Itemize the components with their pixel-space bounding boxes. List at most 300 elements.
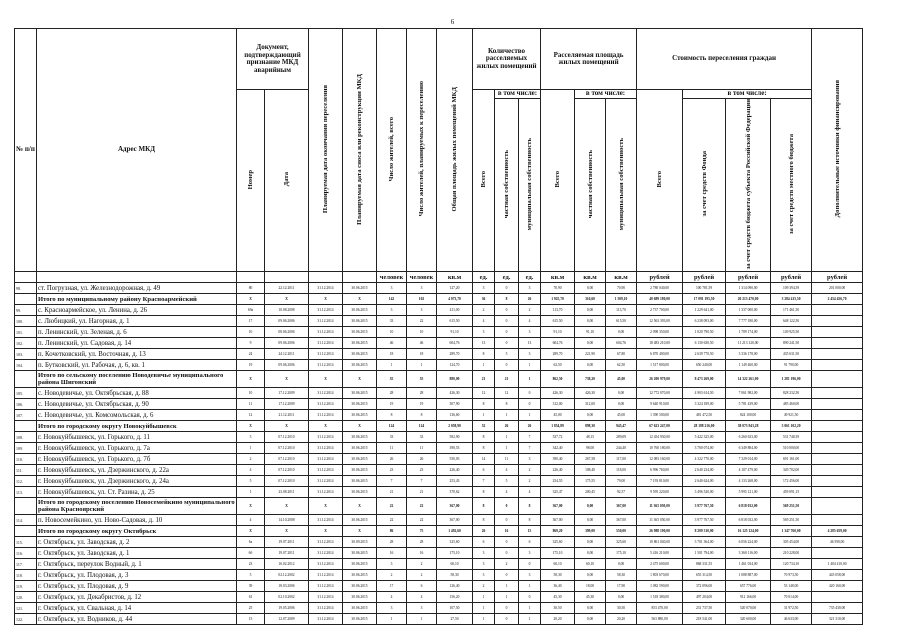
- value-cell: 3 977 767,50: [683, 498, 726, 515]
- header-area-incl: в том числе:: [575, 90, 637, 99]
- value-cell: 8: [473, 515, 495, 526]
- value-cell: 2 780 040,00: [637, 283, 683, 294]
- value-cell: 107,50: [437, 603, 473, 614]
- address-cell: г. Октябрьск, ул. Декабристов, д. 12: [37, 592, 237, 603]
- table-row: [15, 581, 863, 592]
- value-cell: 253,43: [437, 476, 473, 487]
- unit-cell: человек: [407, 272, 437, 283]
- value-cell: 3 977 767,50: [683, 515, 726, 526]
- address-cell: г. Новокуйбышевск, ул. Дзержинского, д. 24а: [37, 476, 237, 487]
- row-number: 101.: [15, 327, 37, 338]
- value-cell: 31.12.2014: [309, 360, 343, 371]
- value-cell: [812, 327, 863, 338]
- value-cell: 16: [407, 548, 437, 559]
- address-cell: г. Октябрьск, ул. Плодовая, д. 9: [37, 581, 237, 592]
- value-cell: 0: [495, 338, 519, 349]
- value-cell: 1 390 500,00: [637, 410, 683, 421]
- value-cell: 15: [519, 526, 541, 537]
- value-cell: 0: [495, 327, 519, 338]
- value-cell: 3 360 116,00: [726, 548, 771, 559]
- value-cell: 10 760 180,00: [637, 443, 683, 454]
- value-cell: 25: [237, 603, 265, 614]
- value-cell: 1 517 800,00: [637, 360, 683, 371]
- value-cell: 4: [237, 515, 265, 526]
- value-cell: 2 737 700,00: [637, 305, 683, 316]
- value-cell: 569 251,50: [771, 498, 812, 515]
- value-cell: 8 209 310,00: [683, 526, 726, 537]
- value-cell: 10: [237, 388, 265, 399]
- value-cell: 23: [237, 559, 265, 570]
- value-cell: X: [265, 498, 309, 515]
- value-cell: 4 322 770,00: [683, 454, 726, 465]
- value-cell: 3: [519, 454, 541, 465]
- value-cell: 390,40: [541, 454, 575, 465]
- value-cell: 1: [407, 614, 437, 625]
- value-cell: 735 430,00: [812, 603, 863, 614]
- value-cell: 45,30: [575, 592, 606, 603]
- value-cell: X: [237, 371, 265, 388]
- value-cell: 520 070,00: [726, 603, 771, 614]
- value-cell: 14.10.2008: [265, 515, 309, 526]
- table-row: [15, 349, 863, 360]
- value-cell: 5: [495, 476, 519, 487]
- value-cell: 31.12.2014: [309, 316, 343, 327]
- value-cell: 0,00: [575, 283, 606, 294]
- header-total-area: Общая площадь жилых помещений МКД: [437, 29, 473, 272]
- header-planned-demolish: Планируемая дата сноса или реконструкции МКД: [343, 29, 377, 272]
- value-cell: 30.06.2015: [343, 487, 377, 498]
- value-cell: 31.12.2014: [309, 487, 343, 498]
- value-cell: 1: [519, 371, 541, 388]
- value-cell: 52: [473, 421, 495, 432]
- table-row: [15, 283, 863, 294]
- value-cell: 55: [377, 371, 407, 388]
- row-number: 103.: [15, 349, 37, 360]
- value-cell: 67 623 247,00: [637, 421, 683, 432]
- value-cell: [812, 371, 863, 388]
- address-cell: г. Октябрьск, переулок Водный, д. 1: [37, 559, 237, 570]
- value-cell: 550,00: [606, 526, 637, 537]
- units-row: [15, 272, 863, 283]
- value-cell: 30.06.2015: [343, 388, 377, 399]
- value-cell: 655 314,50: [683, 570, 726, 581]
- value-cell: 30.06.2015: [343, 410, 377, 421]
- address-cell: п. Бутковский, ул. Рабочая, д. 6, кв. 1: [37, 360, 237, 371]
- address-cell: п. Ленинский, ул. Зеленая, д. 6: [37, 327, 237, 338]
- table-row: [15, 327, 863, 338]
- value-cell: 8: [473, 443, 495, 454]
- value-cell: 30.06.2015: [343, 399, 377, 410]
- value-cell: 0,00: [606, 559, 637, 570]
- value-cell: 3: [473, 570, 495, 581]
- value-cell: 550,03: [437, 454, 473, 465]
- value-cell: 33: [407, 432, 437, 443]
- value-cell: 3: [519, 548, 541, 559]
- value-cell: 22.12.2011: [265, 283, 309, 294]
- value-cell: 312,00: [541, 399, 575, 410]
- value-cell: 1: [237, 487, 265, 498]
- value-cell: 28: [407, 537, 437, 548]
- value-cell: 10: [407, 327, 437, 338]
- header-qty-incl: в том числе:: [495, 90, 541, 99]
- value-cell: 531 748,39: [771, 432, 812, 443]
- value-cell: 537,72: [541, 432, 575, 443]
- value-cell: 307,90: [437, 399, 473, 410]
- value-cell: 738,20: [575, 371, 606, 388]
- value-cell: 3 336 178,00: [726, 349, 771, 360]
- address-cell: г. Октябрьск, ул. Заводская, д. 2: [37, 537, 237, 548]
- value-cell: 62,50: [606, 360, 637, 371]
- value-cell: 5 422 325,00: [683, 432, 726, 443]
- table-row: [15, 305, 863, 316]
- unit-cell: рублей: [637, 272, 683, 283]
- row-number: 105.: [15, 388, 37, 399]
- value-cell: 426,30: [575, 388, 606, 399]
- header-qty-total: Всего: [473, 90, 495, 272]
- value-cell: 3 284 415,50: [771, 294, 812, 305]
- row-number: 102.: [15, 338, 37, 349]
- value-cell: 221,90: [575, 349, 606, 360]
- value-cell: 45,00: [541, 410, 575, 421]
- value-cell: 6: [407, 581, 437, 592]
- address-cell: с. Новодевичье, ул. Октябрьская, д. 88: [37, 388, 237, 399]
- value-cell: 2: [519, 465, 541, 476]
- value-cell: 390,53: [437, 443, 473, 454]
- value-cell: 80: [237, 283, 265, 294]
- address-cell: г. Октябрьск, ул. Свальная, д. 14: [37, 603, 237, 614]
- value-cell: 6: [519, 537, 541, 548]
- value-cell: 31.12.2014: [309, 581, 343, 592]
- value-cell: 70 973,50: [771, 570, 812, 581]
- value-cell: 0,00: [575, 338, 606, 349]
- unit-cell: человек: [377, 272, 407, 283]
- address-cell: г. Новокуйбышевск, ул. Горького, д. 11: [37, 432, 237, 443]
- value-cell: 218 541,00: [683, 614, 726, 625]
- value-cell: 6: [473, 537, 495, 548]
- address-cell: г. Новокуйбышевск, ул. Горького, д. 7б: [37, 454, 237, 465]
- value-cell: [812, 388, 863, 399]
- table-row: [15, 338, 863, 349]
- table-row: [15, 487, 863, 498]
- value-cell: 12 083 160,00: [637, 454, 683, 465]
- header-planned-end: Планируемая дата окончания переселения: [309, 29, 343, 272]
- table-row: [15, 432, 863, 443]
- value-cell: 0: [519, 559, 541, 570]
- value-cell: 24: [237, 349, 265, 360]
- value-cell: 1 347 760,00: [771, 526, 812, 537]
- value-cell: 1: [377, 360, 407, 371]
- value-cell: 02.10.2002: [265, 592, 309, 603]
- value-cell: 3: [407, 283, 437, 294]
- value-cell: 124: [377, 421, 407, 432]
- value-cell: 4: [237, 465, 265, 476]
- value-cell: 58,30: [437, 570, 473, 581]
- value-cell: 24.12.2011: [265, 349, 309, 360]
- value-cell: 62,50: [541, 360, 575, 371]
- value-cell: X: [265, 421, 309, 432]
- value-cell: 38 073 943,28: [726, 421, 771, 432]
- value-cell: 862,50: [541, 371, 575, 388]
- header-extra-sources: Дополнительные источники финансирования: [812, 29, 863, 272]
- value-cell: 1: [519, 603, 541, 614]
- value-cell: 3 061 102,20: [771, 421, 812, 432]
- value-cell: 1: [473, 603, 495, 614]
- row-number: 109.: [15, 443, 37, 454]
- value-cell: 12 772 070,00: [637, 388, 683, 399]
- address-cell: с. Новодевичье, ул. Октябрьская, д. 90: [37, 399, 237, 410]
- value-cell: 2 640 234,00: [683, 465, 726, 476]
- value-cell: 0,00: [606, 388, 637, 399]
- value-cell: 4: [519, 316, 541, 327]
- table-row: [15, 592, 863, 603]
- value-cell: 40 689 180,00: [637, 294, 683, 305]
- value-cell: 100 781,59: [683, 283, 726, 294]
- value-cell: 320 600,00: [726, 614, 771, 625]
- value-cell: 420 160,00: [812, 581, 863, 592]
- value-cell: 1: [519, 360, 541, 371]
- value-cell: 691 161,00: [771, 454, 812, 465]
- value-cell: 102: [407, 294, 437, 305]
- value-cell: X: [237, 498, 265, 515]
- value-cell: 11 213 120,00: [726, 338, 771, 349]
- value-cell: 3 324 189,00: [683, 399, 726, 410]
- value-cell: 31.12.2014: [309, 410, 343, 421]
- address-cell: ст. Погрузная, ул. Железнодорожная, д. 49: [37, 283, 237, 294]
- value-cell: 2: [473, 305, 495, 316]
- value-cell: 8: [519, 515, 541, 526]
- resettlement-table: [14, 28, 863, 625]
- table-row: [15, 360, 863, 371]
- value-cell: 49 921,50: [771, 410, 812, 421]
- value-cell: 1: [237, 443, 265, 454]
- value-cell: 0: [495, 283, 519, 294]
- value-cell: 0: [495, 360, 519, 371]
- value-cell: 31.12.2014: [309, 614, 343, 625]
- table-row-total: [15, 526, 863, 537]
- value-cell: 3: [519, 283, 541, 294]
- row-number: 116.: [15, 548, 37, 559]
- value-cell: X: [309, 498, 343, 515]
- value-cell: 325,60: [437, 537, 473, 548]
- value-cell: 55: [407, 371, 437, 388]
- header-area-total: Всего: [541, 90, 575, 272]
- value-cell: 0: [495, 537, 519, 548]
- value-cell: 91,10: [437, 327, 473, 338]
- value-cell: 30.06.2015: [343, 360, 377, 371]
- header-doc-date: Дата: [265, 90, 309, 272]
- value-cell: 11: [495, 454, 519, 465]
- value-cell: 18,00: [575, 581, 606, 592]
- value-cell: 8: [473, 498, 495, 515]
- value-cell: 175,55: [575, 476, 606, 487]
- value-cell: 1 518 380,00: [637, 592, 683, 603]
- value-cell: 20,20: [606, 614, 637, 625]
- value-cell: 824 100,00: [726, 410, 771, 421]
- row-number: 121.: [15, 603, 37, 614]
- table-row-total: [15, 421, 863, 432]
- value-cell: 5 781 439,00: [726, 399, 771, 410]
- value-cell: 2 454 456,70: [812, 294, 863, 305]
- value-cell: 569 251,50: [771, 515, 812, 526]
- value-cell: 8: [495, 294, 519, 305]
- value-cell: 18.03.2006: [265, 581, 309, 592]
- value-cell: 3 701 364,00: [683, 537, 726, 548]
- value-cell: 22: [407, 498, 437, 515]
- header-doc-number: Номер: [237, 90, 265, 272]
- value-cell: 17,90: [606, 581, 637, 592]
- header-residents-total: Число жителей, всего: [377, 29, 407, 272]
- value-cell: 26: [473, 526, 495, 537]
- value-cell: 244,40: [606, 443, 637, 454]
- value-cell: 2: [407, 559, 437, 570]
- value-cell: 828 232,50: [771, 388, 812, 399]
- value-cell: 09.06.2006: [265, 360, 309, 371]
- table-header: [15, 29, 863, 283]
- row-number: 122.: [15, 614, 37, 625]
- value-cell: 46: [377, 338, 407, 349]
- value-cell: 367,00: [606, 498, 637, 515]
- value-cell: 118,00: [606, 465, 637, 476]
- value-cell: 31.12.2014: [309, 548, 343, 559]
- value-cell: [812, 476, 863, 487]
- value-cell: 21: [407, 487, 437, 498]
- value-cell: 31.12.2014: [309, 388, 343, 399]
- value-cell: 615,50: [541, 316, 575, 327]
- total-label: Итого по городскому округу Октябрьск: [37, 526, 237, 537]
- value-cell: 1: [473, 360, 495, 371]
- value-cell: 0: [495, 570, 519, 581]
- value-cell: 459 091,15: [771, 487, 812, 498]
- value-cell: 316,60: [575, 294, 606, 305]
- value-cell: 18 483 210,00: [637, 338, 683, 349]
- value-cell: 30.06.2015: [343, 454, 377, 465]
- value-cell: 07.12.2010: [265, 443, 309, 454]
- value-cell: 3: [473, 559, 495, 570]
- value-cell: 92,57: [606, 487, 637, 498]
- value-cell: 8: [407, 410, 437, 421]
- address-cell: с. Красноармейское, ул. Ленина, д. 26: [37, 305, 237, 316]
- value-cell: 426,30: [437, 388, 473, 399]
- value-cell: 0: [519, 388, 541, 399]
- row-number: 111.: [15, 465, 37, 476]
- value-cell: 325,60: [606, 537, 637, 548]
- value-cell: 497 204,00: [683, 592, 726, 603]
- value-cell: 8: [377, 410, 407, 421]
- value-cell: 124,70: [437, 360, 473, 371]
- table-row: [15, 316, 863, 327]
- value-cell: 61: [237, 592, 265, 603]
- value-cell: 445 058,00: [812, 570, 863, 581]
- value-cell: 3: [237, 432, 265, 443]
- value-cell: 2: [519, 476, 541, 487]
- value-cell: 3: [377, 603, 407, 614]
- value-cell: 869,20: [541, 526, 575, 537]
- value-cell: 1: [519, 614, 541, 625]
- value-cell: 60,10: [437, 559, 473, 570]
- value-cell: 31.12.2014: [309, 327, 343, 338]
- value-cell: 86: [377, 526, 407, 537]
- value-cell: 367,00: [541, 515, 575, 526]
- value-cell: 126,40: [437, 581, 473, 592]
- value-cell: 10 861 040,00: [637, 537, 683, 548]
- value-cell: 30.09.2015: [343, 537, 377, 548]
- value-cell: 0,00: [575, 515, 606, 526]
- value-cell: 657 776,00: [726, 581, 771, 592]
- value-cell: 8: [473, 432, 495, 443]
- value-cell: 117,00: [606, 454, 637, 465]
- table-row: [15, 515, 863, 526]
- value-cell: 46 590,00: [812, 537, 863, 548]
- value-cell: 26: [519, 421, 541, 432]
- value-cell: 8: [473, 349, 495, 360]
- unit-cell: рублей: [812, 272, 863, 283]
- value-cell: 3 700 074,00: [683, 443, 726, 454]
- value-cell: [812, 316, 863, 327]
- value-cell: 31 972,50: [771, 603, 812, 614]
- value-cell: 7: [377, 476, 407, 487]
- value-cell: 19.07.2011: [265, 548, 309, 559]
- value-cell: 07.12.2010: [265, 454, 309, 465]
- value-cell: 481 472,50: [683, 410, 726, 421]
- table-row: [15, 476, 863, 487]
- table-row: [15, 454, 863, 465]
- value-cell: 426,30: [541, 388, 575, 399]
- value-cell: 6 056 224,00: [726, 537, 771, 548]
- value-cell: 58,30: [606, 570, 637, 581]
- value-cell: 28: [377, 388, 407, 399]
- value-cell: 312,00: [575, 399, 606, 410]
- value-cell: 12 454 930,00: [637, 432, 683, 443]
- value-cell: 27,50: [437, 614, 473, 625]
- value-cell: 3 496 520,00: [683, 487, 726, 498]
- value-cell: 20 213 470,00: [726, 294, 771, 305]
- value-cell: [812, 399, 863, 410]
- table-row-total: [15, 294, 863, 305]
- value-cell: 3: [519, 570, 541, 581]
- unit-cell: рублей: [683, 272, 726, 283]
- value-cell: 30.06.2015: [343, 349, 377, 360]
- total-label: Итого по сельскому поселению Новодевичье муниципального района Шигонский: [37, 371, 237, 388]
- address-cell: п. Новосемейкино, ул. Ново-Садовая, д. 10: [37, 515, 237, 526]
- table-row: [15, 548, 863, 559]
- value-cell: 31.12.2014: [309, 399, 343, 410]
- value-cell: 4: [495, 487, 519, 498]
- value-cell: 6а: [237, 537, 265, 548]
- header-cost-incl: в том числе:: [683, 90, 812, 99]
- value-cell: 4 133 268,00: [726, 476, 771, 487]
- value-cell: 1 082 590,00: [637, 581, 683, 592]
- value-cell: 11: [407, 443, 437, 454]
- value-cell: 31.12.2014: [309, 305, 343, 316]
- value-cell: 21.12.2011: [265, 410, 309, 421]
- table-row: [15, 603, 863, 614]
- value-cell: 3: [473, 548, 495, 559]
- value-cell: 1: [495, 581, 519, 592]
- row-number: 110.: [15, 454, 37, 465]
- value-cell: 3: [377, 559, 407, 570]
- value-cell: X: [237, 421, 265, 432]
- header-qty-group: Количество расселяемых жилых помещений: [473, 29, 541, 90]
- value-cell: X: [237, 294, 265, 305]
- value-cell: 07.12.2010: [265, 465, 309, 476]
- value-cell: 9 640 910,00: [637, 399, 683, 410]
- row-number: 118.: [15, 570, 37, 581]
- value-cell: 6 818 032,00: [726, 515, 771, 526]
- value-cell: 349 702,00: [771, 465, 812, 476]
- header-area-group: Расселяемая площадь жилых помещений: [541, 29, 637, 90]
- value-cell: 11 365 050,00: [637, 515, 683, 526]
- value-cell: 1 404 410,00: [812, 559, 863, 570]
